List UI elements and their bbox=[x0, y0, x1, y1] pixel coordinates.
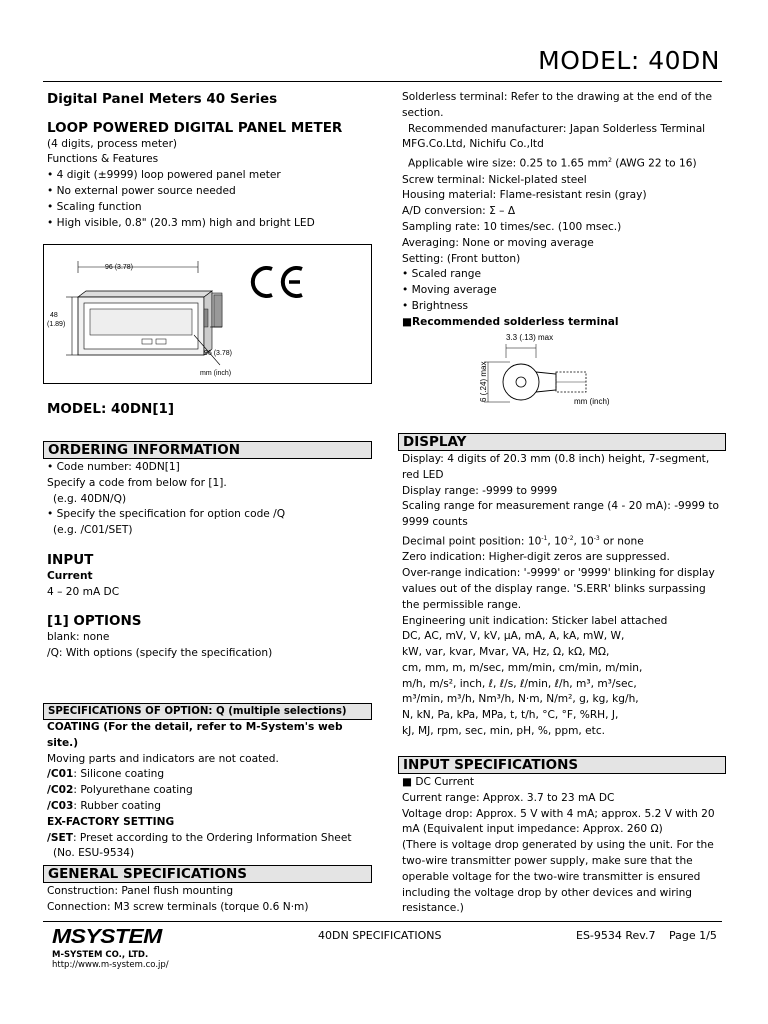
option-text: : Silicone coating bbox=[73, 768, 165, 781]
ordering-line: (e.g. /C01/SET) bbox=[53, 524, 133, 537]
option-text: : none bbox=[76, 631, 110, 644]
footer-divider bbox=[43, 921, 722, 922]
spec-text: : Flame-resistant resin (gray) bbox=[492, 189, 647, 202]
spec-term: Display range bbox=[402, 484, 476, 497]
page-number: Page 1/5 bbox=[669, 929, 717, 942]
ordering-line: (e.g. 40DN/Q) bbox=[53, 492, 127, 505]
spec-text: : Panel flush mounting bbox=[114, 885, 234, 897]
input-heading: INPUT bbox=[47, 551, 94, 568]
feature-item: • 4 digit (±9999) loop powered panel meter bbox=[47, 169, 281, 182]
eng-unit-line: kJ, MJ, rpm, sec, min, pH, %, ppm, etc. bbox=[402, 725, 606, 738]
spec-term: Solderless terminal bbox=[402, 91, 504, 103]
spec-display-range bbox=[402, 484, 727, 500]
spec-term: Applicable wire size bbox=[408, 157, 513, 170]
spec-term: Engineering unit indication bbox=[402, 614, 545, 627]
spec-term: Scaling range for measurement range (4 - 20 mA) bbox=[402, 500, 668, 513]
spec-term: Housing material bbox=[402, 189, 493, 202]
option-text: : With options (specify the specification) bbox=[58, 646, 273, 659]
terminal-unit-label: mm (inch) bbox=[574, 397, 610, 406]
voltage-drop-line: mA (Equivalent input impedance: Approx. 260 Ω) bbox=[402, 823, 663, 836]
product-title: LOOP POWERED DIGITAL PANEL METER bbox=[47, 119, 343, 136]
left-column-lower bbox=[47, 402, 372, 418]
msystem-logo: MSYSTEM bbox=[52, 926, 162, 948]
spec-scaling bbox=[402, 499, 727, 515]
spec-text: : Higher-digit zeros are suppressed. bbox=[481, 551, 670, 564]
spec-over-range-cont: values out of the display range. 'S.ERR' blinks surpassing bbox=[402, 582, 706, 595]
superscript: 2 bbox=[608, 157, 612, 165]
spec-text: : 10 bbox=[520, 535, 542, 548]
spec-term: Recommended manufacturer bbox=[408, 122, 563, 135]
coating-c01 bbox=[47, 767, 372, 783]
spec-term: Averaging bbox=[402, 236, 456, 249]
spec-current-range bbox=[402, 791, 727, 807]
spec-decimal bbox=[402, 531, 727, 550]
coating-c03 bbox=[47, 799, 372, 815]
general-spec-body bbox=[47, 884, 372, 916]
eng-unit-line: kW, var, kvar, Mvar, VA, Hz, Ω, kΩ, MΩ, bbox=[402, 646, 610, 659]
eng-unit-line: cm, mm, m, m/sec, mm/min, cm/min, m/min, bbox=[402, 661, 643, 674]
spec-text: : 10 times/sec. (100 msec.) bbox=[476, 220, 622, 233]
ordering-info-body bbox=[47, 460, 372, 662]
spec-q-body bbox=[47, 720, 372, 862]
spec-text: : -9999 to 9999 bbox=[475, 484, 558, 497]
feature-item: • No external power source needed bbox=[47, 184, 236, 197]
option-term: /C01 bbox=[47, 768, 74, 781]
voltage-drop-line: two-wire transmitter power supply, make sure that the bbox=[402, 854, 693, 867]
series-title: Digital Panel Meters 40 Series bbox=[47, 91, 278, 107]
company-name: M-SYSTEM CO., LTD. bbox=[52, 950, 149, 960]
left-column bbox=[47, 92, 372, 231]
dim-width-label: 96 (3.78) bbox=[105, 264, 134, 271]
solderless-terminal-drawing bbox=[470, 328, 620, 410]
spec-setting bbox=[402, 252, 727, 268]
feature-item: • High visible, 0.8" (20.3 mm) high and bright LED bbox=[47, 216, 315, 229]
superscript: -1 bbox=[541, 534, 548, 542]
spec-term: A/D conversion bbox=[402, 205, 483, 218]
panel-meter-drawing bbox=[44, 245, 371, 383]
right-column bbox=[402, 90, 727, 330]
ordering-line: • Code number: 40DN[1] bbox=[47, 461, 180, 473]
spec-over-range bbox=[402, 566, 727, 582]
product-figure bbox=[43, 244, 372, 384]
display-heading: DISPLAY bbox=[398, 433, 726, 451]
option-text: : Polyurethane coating bbox=[73, 784, 193, 797]
spec-term: Construction bbox=[47, 885, 115, 897]
option-text: : Rubber coating bbox=[73, 799, 161, 812]
option-term: /SET bbox=[47, 831, 73, 844]
spec-term: Display bbox=[402, 453, 441, 465]
factory-set-note: (No. ESU-9534) bbox=[53, 847, 135, 860]
voltage-drop-line: (There is voltage drop generated by using the unit. For the bbox=[402, 839, 714, 852]
dim-height-label-2: (1.89) bbox=[47, 321, 66, 328]
spec-text: or none bbox=[599, 535, 644, 548]
spec-solderless bbox=[402, 90, 727, 106]
voltage-drop-line: operable voltage for the two-wire transmitter is ensured bbox=[402, 870, 701, 883]
product-subtitle: (4 digits, process meter) bbox=[47, 137, 178, 150]
spec-text: , 10 bbox=[547, 535, 568, 548]
company-url[interactable]: http://www.m-system.co.jp/ bbox=[52, 960, 169, 970]
spec-text: : Sticker label attached bbox=[544, 614, 668, 627]
spec-term: Screw terminal bbox=[402, 173, 482, 186]
option-term: /C02 bbox=[47, 784, 74, 797]
spec-text: : 0.25 to 1.65 mm bbox=[512, 157, 609, 170]
spec-term: Over-range indication bbox=[402, 567, 517, 580]
option-blank bbox=[47, 630, 372, 646]
spec-text: : Refer to the drawing at the end of the bbox=[503, 91, 712, 103]
factory-set bbox=[47, 831, 372, 847]
ordering-line: Specify a code from below for [1]. bbox=[47, 476, 227, 489]
option-term: blank bbox=[47, 631, 77, 644]
eng-unit-line: m/h, m/s², inch, ℓ, ℓ/s, ℓ/min, ℓ/h, m³, m³/sec, bbox=[402, 677, 637, 690]
spec-text: , 10 bbox=[573, 535, 594, 548]
dc-current-title: ■ DC Current bbox=[402, 776, 475, 788]
voltage-drop-line: including the voltage drop by other devices and wiring bbox=[402, 886, 693, 899]
header-divider bbox=[43, 81, 722, 82]
spec-over-range-cont: the permissible range. bbox=[402, 598, 522, 611]
terminal-title: ■Recommended solderless terminal bbox=[402, 315, 619, 328]
spec-sampling bbox=[402, 220, 727, 236]
spec-wire-size bbox=[402, 153, 727, 172]
input-spec-heading: INPUT SPECIFICATIONS bbox=[398, 756, 726, 774]
spec-text: : 4 digits of 20.3 mm (0.8 inch) height, 7-segment, bbox=[440, 453, 710, 465]
spec-text: (AWG 22 to 16) bbox=[611, 157, 697, 170]
setting-item: • Moving average bbox=[402, 284, 497, 297]
terminal-dim-side: 6 (.24) max bbox=[479, 361, 488, 402]
doc-title: 40DN SPECIFICATIONS bbox=[318, 929, 442, 942]
display-body bbox=[402, 452, 727, 740]
terminal-dim-top: 3.3 (.13) max bbox=[506, 333, 554, 342]
general-spec-heading: GENERAL SPECIFICATIONS bbox=[43, 865, 372, 883]
spec-display bbox=[402, 452, 727, 468]
eng-unit-line: N, kN, Pa, kPa, MPa, t, t/h, °C, °F, %RH, J, bbox=[402, 709, 619, 722]
spec-term: Voltage drop bbox=[402, 807, 470, 820]
spec-text: : (Front button) bbox=[439, 252, 521, 265]
spec-eng-unit bbox=[402, 614, 727, 630]
spec-term: Current range bbox=[402, 791, 476, 804]
spec-term: Setting bbox=[402, 252, 440, 265]
setting-item: • Brightness bbox=[402, 299, 469, 312]
spec-voltage-drop bbox=[402, 807, 727, 823]
spec-text: : '-9999' or '9999' blinking for display bbox=[516, 567, 715, 580]
input-value: 4 – 20 mA DC bbox=[47, 585, 120, 598]
spec-construction bbox=[47, 884, 372, 900]
spec-term: Connection bbox=[47, 900, 107, 913]
input-sub: Current bbox=[47, 569, 93, 582]
coating-title: COATING (For the detail, refer to M-System's web site.) bbox=[47, 721, 343, 749]
figure-unit-label: mm (inch) bbox=[200, 370, 232, 377]
spec-solderless-cont: section. bbox=[402, 106, 444, 119]
eng-unit-line: m³/min, m³/h, Nm³/h, N·m, N/m², g, kg, kg/h, bbox=[402, 693, 639, 706]
input-spec-body bbox=[402, 775, 727, 917]
spec-housing bbox=[402, 188, 727, 204]
spec-text: : Approx. 3.7 to 23 mA DC bbox=[475, 791, 615, 804]
spec-screw bbox=[402, 173, 727, 189]
spec-averaging bbox=[402, 236, 727, 252]
spec-scaling-cont: 9999 counts bbox=[402, 516, 468, 529]
option-q bbox=[47, 646, 372, 662]
superscript: -2 bbox=[567, 534, 574, 542]
factory-setting-title: EX-FACTORY SETTING bbox=[47, 815, 175, 828]
spec-zero bbox=[402, 550, 727, 566]
voltage-drop-line: resistance.) bbox=[402, 902, 464, 915]
spec-text: : Approx. 5 V with 4 mA; approx. 5.2 V with 20 bbox=[469, 807, 715, 820]
feature-item: • Scaling function bbox=[47, 200, 142, 213]
spec-text: : M3 screw terminals (torque 0.6 N·m) bbox=[106, 900, 309, 913]
spec-manufacturer bbox=[402, 122, 727, 138]
features-title: Functions & Features bbox=[47, 153, 159, 166]
dim-depth-label: 96 (3.78) bbox=[204, 350, 233, 357]
spec-manufacturer-cont: MFG.Co.Ltd, Nichifu Co.,ltd bbox=[402, 138, 544, 151]
model-title: MODEL: 40DN bbox=[538, 46, 720, 75]
coating-c02 bbox=[47, 783, 372, 799]
dim-height-label-1: 48 bbox=[50, 312, 58, 319]
spec-text: : -9999 to bbox=[667, 500, 719, 513]
spec-term: Sampling rate bbox=[402, 220, 477, 233]
spec-q-heading: SPECIFICATIONS OF OPTION: Q (multiple selections) bbox=[43, 703, 372, 720]
option-term: /Q bbox=[47, 646, 59, 659]
setting-item: • Scaled range bbox=[402, 268, 482, 281]
spec-ad bbox=[402, 204, 727, 220]
spec-text: : None or moving average bbox=[455, 236, 594, 249]
coating-note: Moving parts and indicators are not coated. bbox=[47, 752, 279, 765]
option-text: : Preset according to the Ordering Information Sheet bbox=[72, 831, 352, 844]
doc-number: ES-9534 Rev.7 bbox=[576, 929, 656, 942]
spec-text: : Japan Solderless Terminal bbox=[562, 122, 706, 135]
model-code: MODEL: 40DN[1] bbox=[47, 401, 175, 417]
ordering-line: • Specify the specification for option code /Q bbox=[47, 508, 286, 521]
spec-display-cont: red LED bbox=[402, 468, 444, 481]
eng-unit-line: DC, AC, mV, V, kV, µA, mA, A, kA, mW, W, bbox=[402, 630, 625, 643]
option-term: /C03 bbox=[47, 799, 74, 812]
spec-term: Zero indication bbox=[402, 551, 482, 564]
superscript: -3 bbox=[593, 534, 600, 542]
spec-text: : Nickel-plated steel bbox=[481, 173, 587, 186]
spec-term: Decimal point position bbox=[402, 535, 521, 548]
spec-connection bbox=[47, 900, 372, 916]
ordering-info-heading: ORDERING INFORMATION bbox=[43, 441, 372, 459]
options-heading: [1] OPTIONS bbox=[47, 613, 142, 630]
spec-text: : Σ – Δ bbox=[482, 205, 516, 218]
